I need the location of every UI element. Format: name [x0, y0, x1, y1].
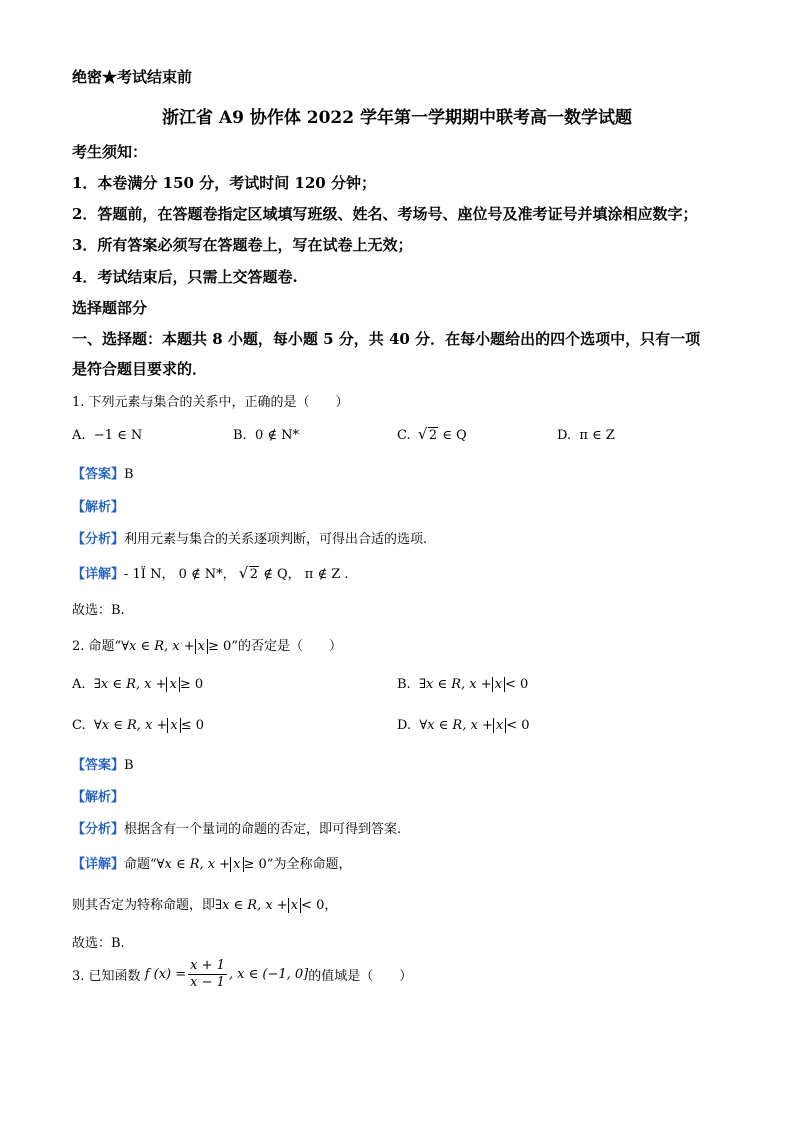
q1-option-d: D. π ∈ Z: [557, 428, 615, 443]
q1-option-a: A. −1 ∈ N: [72, 428, 143, 443]
q2-option-d: D. ∀x ∈ R, x + x < 0: [397, 718, 530, 733]
question-1-stem: 1. 下列元素与集合的关系中，正确的是（ ）: [72, 395, 349, 410]
sqrt-symbol: √ 2: [240, 567, 259, 582]
q2-option-b: B. ∃x ∈ R, x + x < 0: [397, 677, 529, 692]
notice-item: 4．考试结束后，只需上交答题卷.: [72, 268, 298, 286]
q1-choice: 故选：B.: [72, 603, 125, 618]
q1-answer: 【答案】B: [72, 467, 134, 482]
q2-answer: 【答案】B: [72, 758, 134, 773]
fraction: $\frac{x + 1}{x - 1}$: [190, 958, 225, 990]
q2-fenxi: 【分析】根据含有一个量词的命题的否定，即可得到答案.: [72, 822, 402, 837]
q1-option-b: B. 0 ∉ N*: [233, 428, 299, 443]
exam-title: 浙江省 A9 协作体 2022 学年第一学期期中联考高一数学试题: [161, 108, 632, 128]
q1-fenxi: 【分析】利用元素与集合的关系逐项判断，可得出合适的选项.: [72, 532, 428, 547]
sqrt-symbol: √ 2: [419, 428, 438, 443]
confidential-label: 绝密★考试结束前: [72, 68, 193, 86]
notice-item: 1．本卷满分 150 分，考试时间 120 分钟；: [72, 174, 376, 192]
q2-option-a: A. ∃x ∈ R, x + x ≥ 0: [72, 677, 204, 692]
q1-detail: 【详解】- 1Ï N， 0 ∉ N*， √ 2 ∉ Q， π ∉ Z .: [72, 563, 349, 582]
q2-negation: 则其否定为特称命题，即∃x ∈ R, x + x < 0，: [72, 898, 338, 913]
section-label: 选择题部分: [72, 299, 148, 317]
notice-item: 2．答题前，在答题卷指定区域填写班级、姓名、考场号、座位号及准考证号并填涂相应数字；: [72, 205, 698, 223]
q2-analysis-label: 【解析】: [72, 790, 125, 805]
section-intro: 一、选择题：本题共 8 小题，每小题 5 分，共 40 分．在每小题给出的四个选项中，只有一项: [72, 330, 701, 348]
notice-heading: 考生须知：: [72, 143, 148, 161]
question-2-stem: 2. 命题“∀x ∈ R, x + x ≥ 0”的否定是（ ）: [72, 639, 342, 654]
section-intro: 是符合题目要求的．: [72, 360, 208, 378]
q2-choice: 故选：B.: [72, 936, 125, 951]
q1-analysis-label: 【解析】: [72, 500, 125, 515]
q2-detail: 【详解】命题“∀x ∈ R, x + x ≥ 0”为全称命题，: [72, 857, 352, 872]
q2-option-c: C. ∀x ∈ R, x + x ≤ 0: [72, 718, 205, 733]
q1-option-c: C. √ 2 ∈ Q: [397, 428, 467, 443]
notice-item: 3．所有答案必须写在答题卷上，写在试卷上无效；: [72, 236, 413, 254]
question-3-stem: 3. 已知函数 f (x) = $\frac{x + 1}{x - 1}$ , x ∈ (−1, 0] 的值域是（ ）: [72, 958, 413, 990]
